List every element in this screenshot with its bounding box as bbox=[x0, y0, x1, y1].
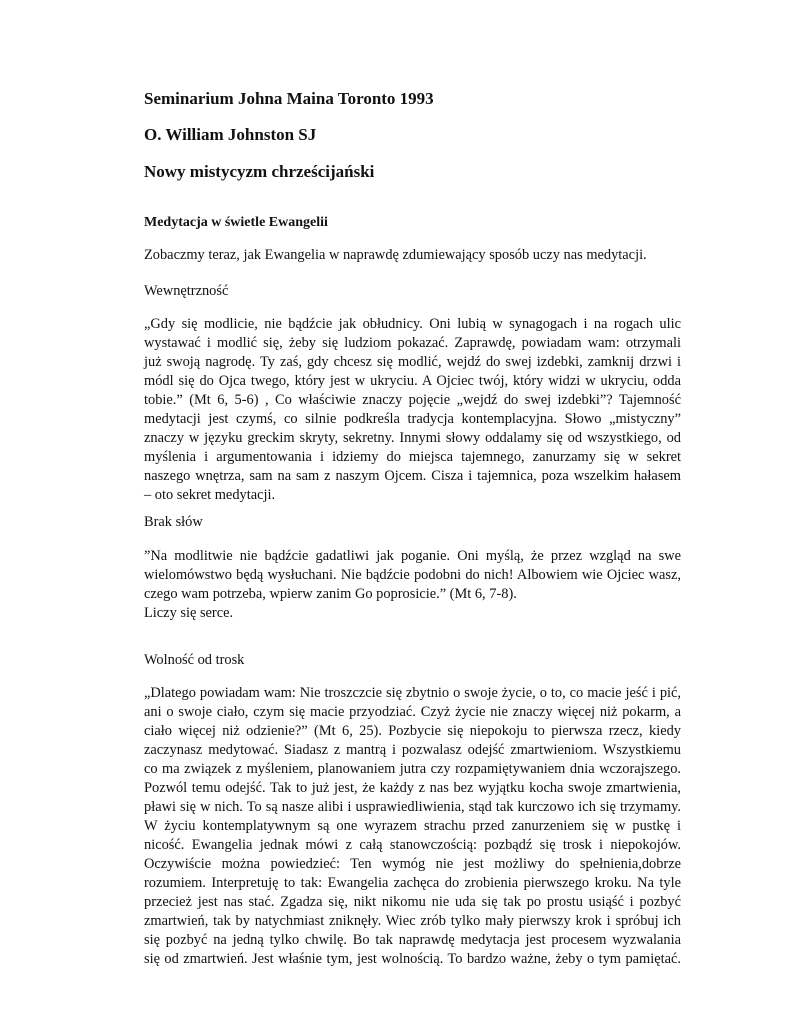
paragraph-line: ”Na modlitwie nie bądźcie gadatliwi jak poganie. Oni myślą, że przez wzgląd na swe bbox=[144, 548, 681, 564]
paragraph-line: zmartwień, tak by natychmiast zniknęły. Wiec zrób tylko mały pierwszy krok i spróbuj ich bbox=[144, 913, 681, 929]
paragraph-line: ani o swoje ciało, czym się macie przyodziać. Czyż życie nie znaczy więcej niż pokarm, a bbox=[144, 704, 681, 720]
document-subtitle: Nowy mistycyzm chrześcijański bbox=[144, 162, 375, 181]
paragraph-line: nicość. Ewangelia jednak mówi z całą stanowczością: pozbądź się trosk i niepokojów. bbox=[144, 837, 681, 853]
paragraph-line: medytacji jest czymś, co silnie podkreśla tradycja kontemplacyjna. Słowo „mistyczny” bbox=[144, 411, 681, 427]
subheading-text: Wolność od trosk bbox=[144, 652, 245, 668]
paragraph-line: „Gdy się modlicie, nie bądźcie jak obłudnicy. Oni lubią w synagogach i na rogach ulic bbox=[144, 316, 681, 332]
paragraph-line: pławi się w nich. To są nasze alibi i usprawiedliwienia, stąd tak kurczowo ich się trzymamy. bbox=[144, 799, 681, 815]
paragraph-line: Oczywiście można powiedzieć: Ten wymóg nie jest możliwy do spełnienia,dobrze bbox=[144, 856, 681, 872]
subheading-wewnetrznosc bbox=[144, 282, 681, 301]
paragraph-wolnosc bbox=[144, 684, 681, 969]
author-name: O. William Johnston SJ bbox=[144, 125, 317, 144]
paragraph-line: ciało więcej niż odzienie?” (Mt 6, 25). Pozbycie się niepokoju to pierwsza rzecz, kiedy bbox=[144, 723, 681, 739]
section-heading: Medytacja w świetle Ewangelii bbox=[144, 215, 328, 230]
paragraph-line: Pozwól temu odejść. Tak to już jest, że każdy z nas bez wyjątku kocha swoje zmartwienia, bbox=[144, 780, 681, 796]
paragraph-line: zaczynasz medytować. Siadasz z mantrą i pozwalasz odejść zmartwieniom. Wszystkiemu bbox=[144, 742, 681, 758]
paragraph-wewnetrznosc bbox=[144, 315, 681, 505]
subheading-text: Wewnętrzność bbox=[144, 283, 229, 299]
paragraph-line: rozumiem. Interpretuję to tak: Ewangelia zachęca do zrobienia pierwszego kroku. Na tyle bbox=[144, 875, 681, 891]
paragraph-line: W życiu kontemplatywnym są one wyrazem strachu przed zanurzeniem się w pustkę i bbox=[144, 818, 681, 834]
paragraph-line: co ma związek z myśleniem, planowaniem jutra czy rozpamiętywaniem dnia wczorajszego. bbox=[144, 761, 681, 777]
paragraph-line: wielomówstwo będą wysłuchani. Nie bądźcie podobni do nich! Albowiem wie Ojciec wasz, bbox=[144, 567, 681, 583]
paragraph-line: módl się do Ojca twego, który jest w ukryciu. A Ojciec twój, który widzi w ukryciu, odda bbox=[144, 373, 681, 389]
paragraph-line: myślenia i argumentowania i idziemy do miejsca tajemnego, zanurzamy się w sekret bbox=[144, 449, 681, 465]
paragraph-line: czego wam potrzeba, wpierw zanim Go poprosicie.” (Mt 6, 7-8). bbox=[144, 586, 517, 602]
intro-paragraph bbox=[144, 246, 681, 265]
paragraph-line: już swoją nagrodę. Ty zaś, gdy chcesz się modlić, wejdź do swej izdebki, zamknij drzwi i bbox=[144, 354, 681, 370]
paragraph-line: tobie.” (Mt 6, 5-6) , Co właściwie znaczy pojęcie „wejdź do swej izdebki”? Tajemność bbox=[144, 392, 681, 408]
paragraph-brak-slow bbox=[144, 547, 681, 623]
subheading-brak-slow bbox=[144, 513, 681, 532]
paragraph-line: – oto sekret medytacji. bbox=[144, 487, 276, 503]
intro-text: Zobaczmy teraz, jak Ewangelia w naprawdę zdumiewający sposób uczy nas medytacji. bbox=[144, 247, 647, 263]
paragraph-line: znaczy w języku greckim skryty, sekretny. Innymi słowy oddalamy się od wszystkiego, od bbox=[144, 430, 681, 446]
paragraph-line: się od zmartwień. Jest właśnie tym, jest wolnością. To bardzo ważne, żeby o tym pamiętać. bbox=[144, 951, 681, 967]
paragraph-line: wystawać i modlić się, żeby się ludziom pokazać. Zaprawdę, powiadam wam: otrzymali bbox=[144, 335, 681, 351]
paragraph-line: się pozbyć na jedną tylko chwilę. Bo tak naprawdę medytacja jest procesem wyzwalania bbox=[144, 932, 681, 948]
subheading-text: Brak słów bbox=[144, 514, 203, 530]
subheading-wolnosc bbox=[144, 651, 681, 670]
paragraph-line: przecież jest nas stać. Zgadza się, nikt nikomu nie uda się tak po prostu usiąść i pozbyć bbox=[144, 894, 681, 910]
paragraph-line: „Dlatego powiadam wam: Nie troszczcie się zbytnio o swoje życie, o to, co macie jeść i pić, bbox=[144, 685, 681, 701]
paragraph-line: Liczy się serce. bbox=[144, 605, 234, 621]
paragraph-line: naszego wnętrza, sam na sam z naszym Ojcem. Cisza i tajemnica, poza wszelkim hałasem bbox=[144, 468, 681, 484]
document-title: Seminarium Johna Maina Toronto 1993 bbox=[144, 89, 434, 108]
